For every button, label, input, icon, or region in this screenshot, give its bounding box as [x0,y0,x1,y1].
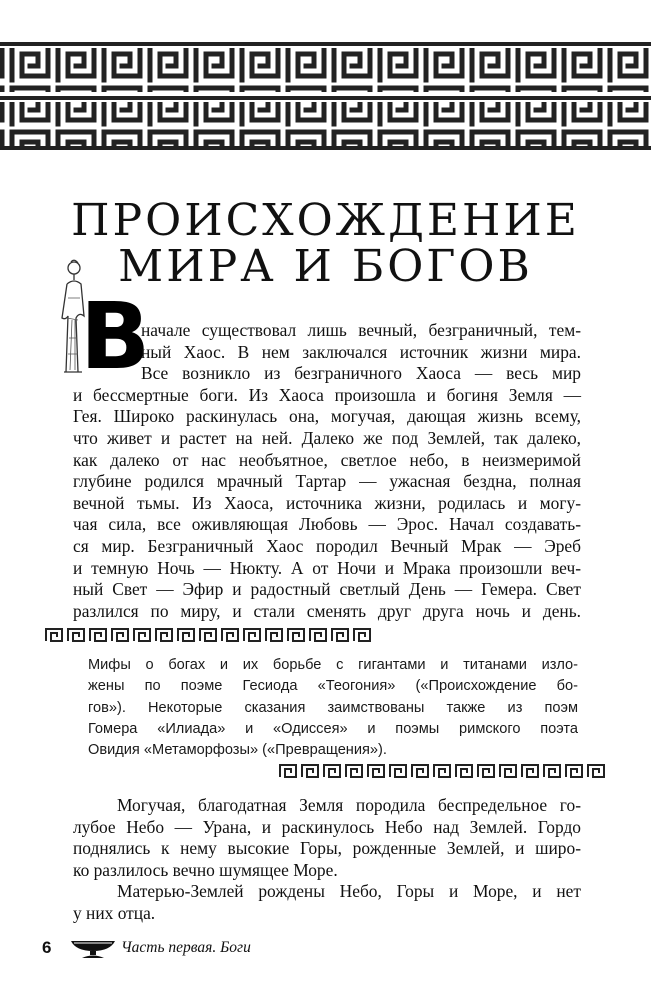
note-line: Овидия «Метаморфозы» («Превращения»). [88,742,387,759]
text-line: ко разлилось вечно шумящее Море. [73,859,338,880]
text-line: у них отца. [73,902,156,923]
closing-paragraph [73,795,581,925]
chapter-title-line-2: МИРА И БОГОВ [118,241,533,292]
text-line: ный Хаос. В нем заключался источник жизни мира. [141,341,581,362]
text-line: разлился по миру, и стали сменять друг друга ночь и день. [73,600,581,621]
greek-key-border-top [0,40,651,150]
meander-divider-top [44,627,374,643]
note-line: гов»). Некоторые сказания заимствованы также из поэм [88,699,578,716]
text-line: и бессмертные боги. Из Хаоса произошла и богиня Земля — [73,384,581,405]
text-line: глубине родился мрачный Тартар — ужасная бездна, полная [73,471,581,492]
text-line: Гея. Широко раскинулась она, могучая, дающая жизнь всему, [73,406,581,427]
note-line: Мифы о богах и их борьбе с гигантами и титанами изло- [88,657,578,673]
drop-cap-letter: В [80,283,151,390]
note-line: Гомера «Илиада» и «Одиссея» и поэмы римского поэта [88,720,578,737]
text-line: что живет и растет на ней. Далеко же под Землей, так далеко, [73,427,581,448]
source-note [88,655,578,761]
text-line: Все возникло из безграничного Хаоса — весь мир [141,363,581,384]
page-number: 6 [42,938,52,957]
meander-divider-bottom [278,763,608,779]
chapter-title [40,195,611,292]
intro-paragraph [73,320,581,622]
text-line: Могучая, благодатная Земля породила беспредельное го- [117,795,581,815]
text-line: начале существовал лишь вечный, безграничный, тем- [141,320,581,340]
text-line: Матерью-Землей рождены Небо, Горы и Море, и нет [117,881,581,902]
text-line: ный Свет — Эфир и радостный светлый День — Гемера. Свет [73,579,581,600]
chapter-title-line-1: ПРОИСХОЖДЕНИЕ [71,195,580,246]
text-line: вечной тьмы. Из Хаоса, источника жизни, родилась и могу- [73,492,581,513]
text-line: ся мир. Безграничный Хаос породил Вечный Мрак — Эреб [73,535,581,556]
text-line: поднялись к нему высокие Горы, рожденные Землей, и широ- [73,838,581,859]
text-line: чая сила, все оживляющая Любовь — Эрос. Начал создавать- [73,514,581,535]
text-line: и темную Ночь — Нюкту. А от Ночи и Мрака произошли веч- [73,557,581,578]
running-title: Часть первая. Боги [121,939,251,956]
note-line: жены по поэме Гесиода «Теогония» («Происхождение бо- [88,678,578,695]
kylix-vase-icon [70,938,116,960]
text-line: как далеко от нас необъятное, светлое небо, в неизмеримой [73,449,581,470]
text-line: лубое Небо — Урана, и раскинулось Небо над Землей. Гордо [73,816,581,837]
